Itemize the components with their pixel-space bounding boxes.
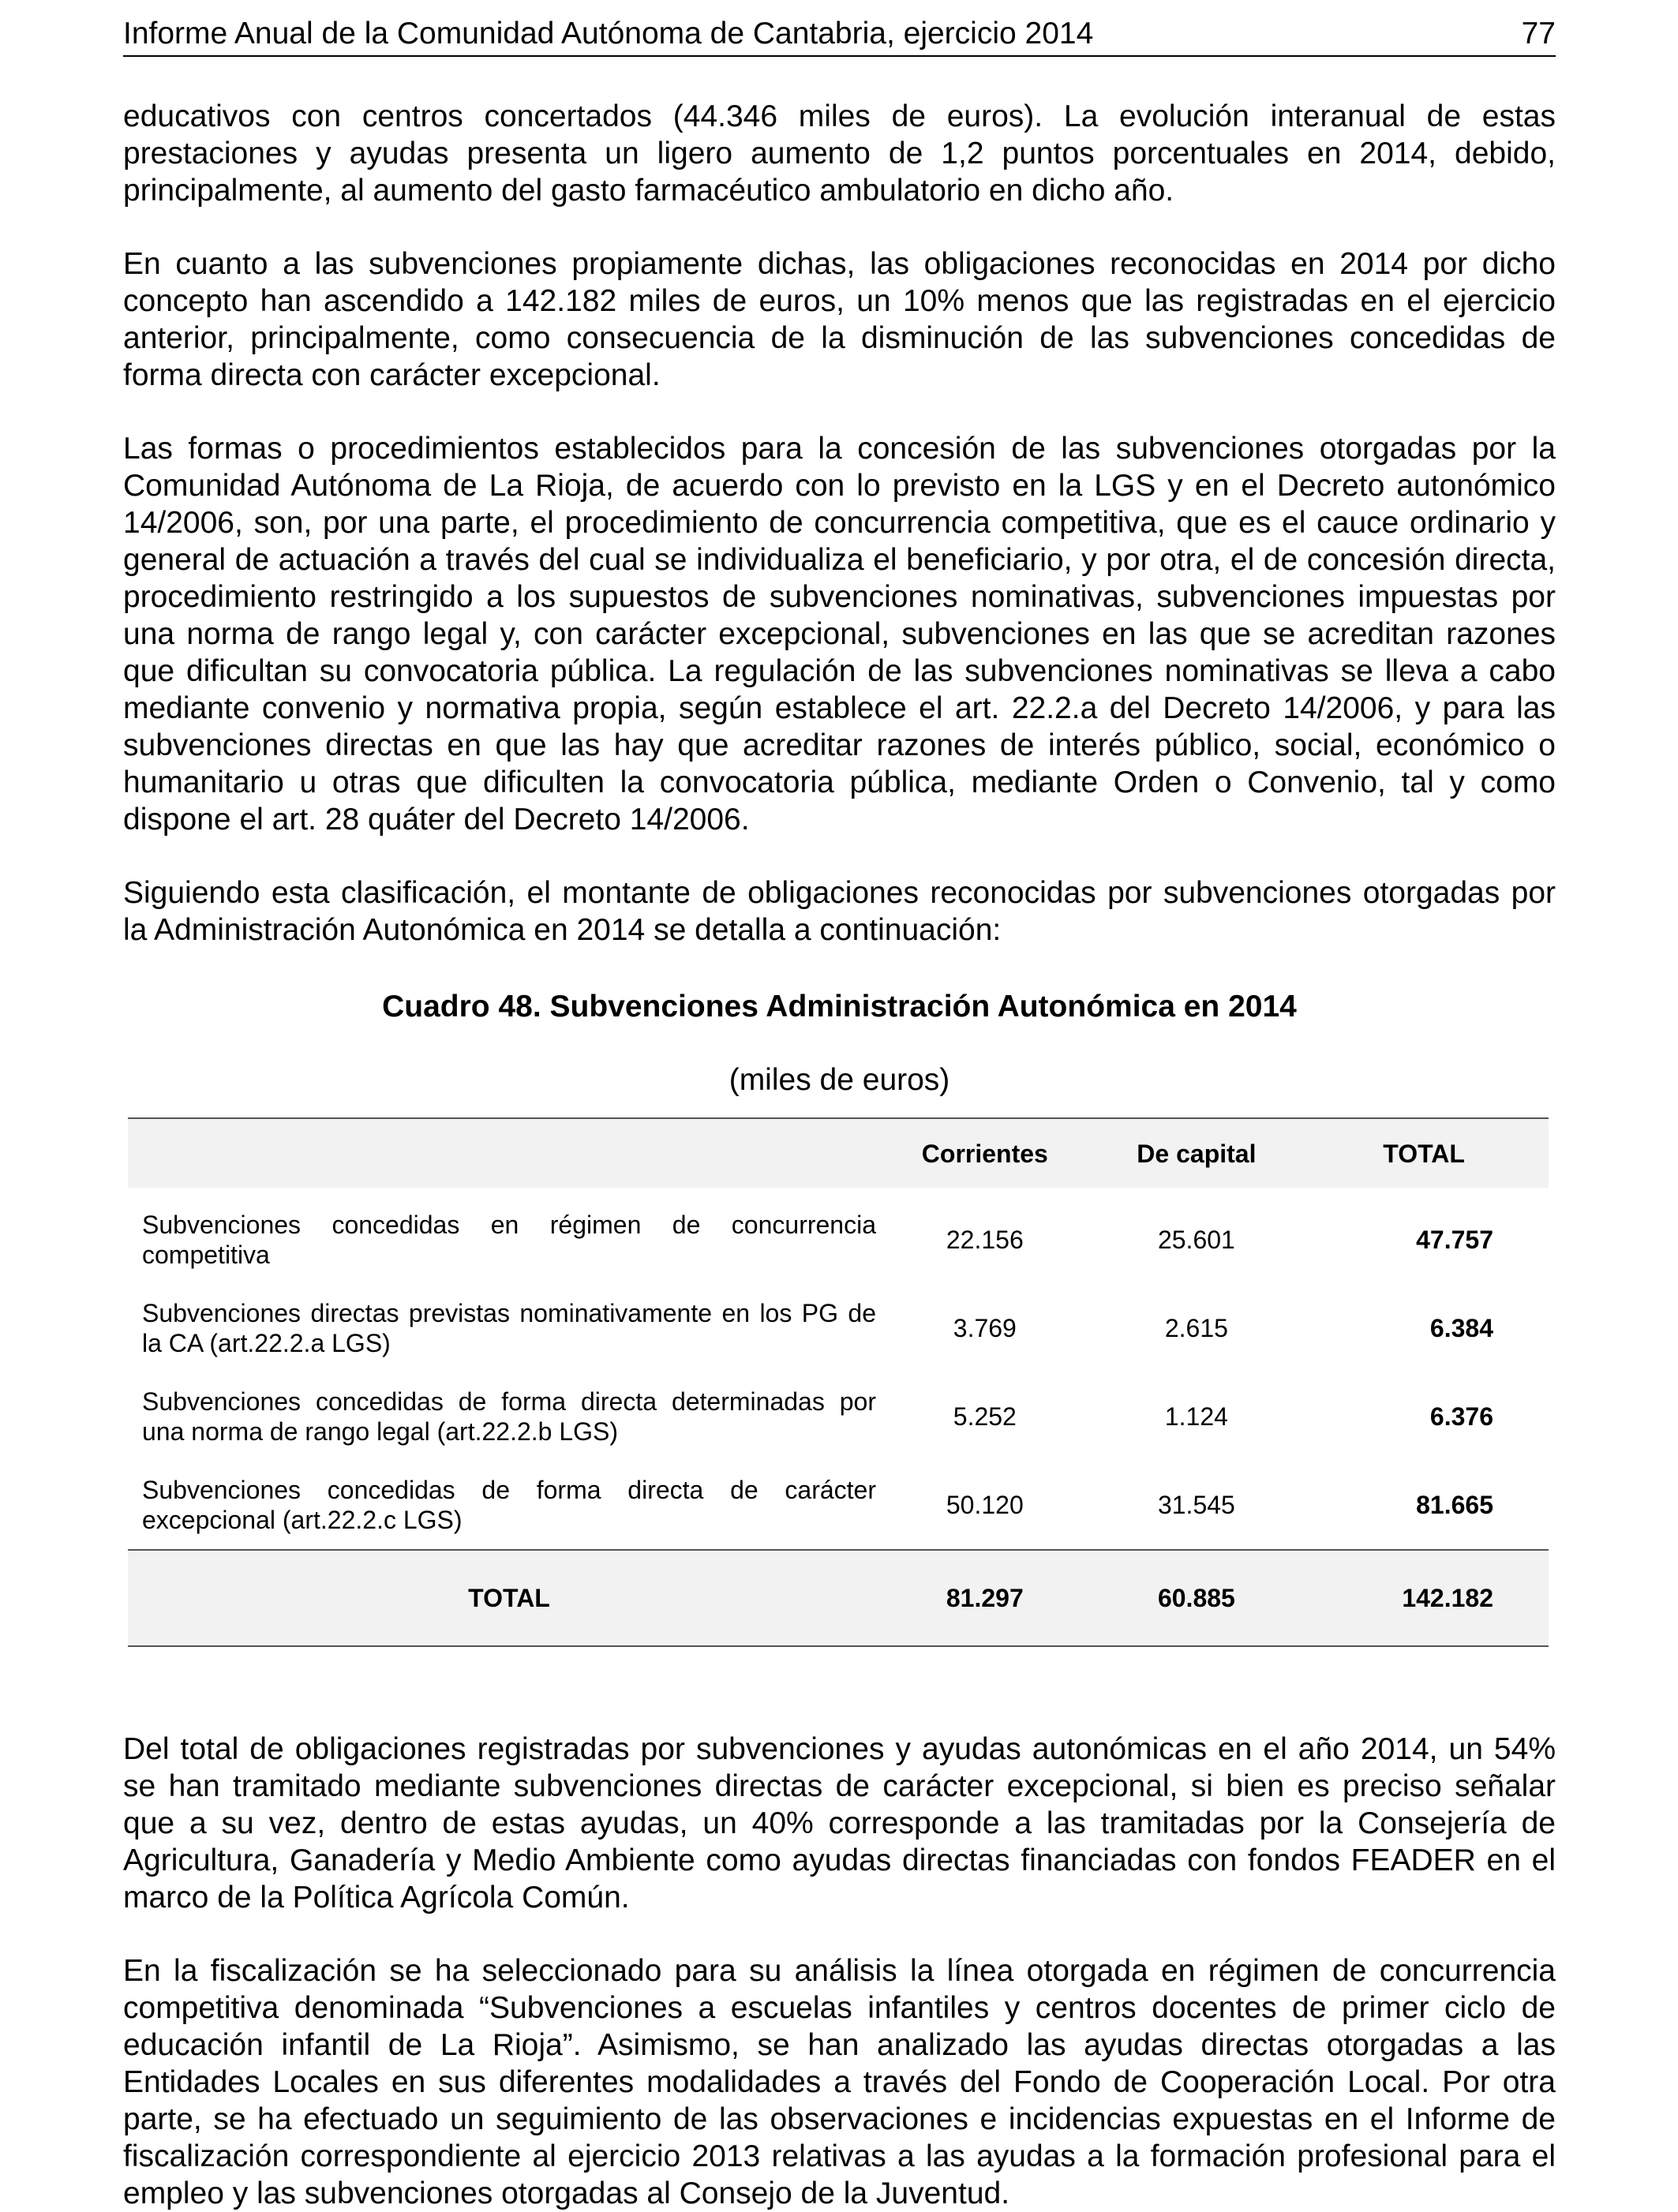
row-label: Subvenciones concedidas en régimen de concurrencia competitiva — [142, 1211, 876, 1269]
row-label: Subvenciones directas previstas nominativamente en los PG de la CA (art.22.2.a LGS) — [142, 1299, 876, 1357]
total-capital: 60.885 — [1094, 1550, 1300, 1646]
cell-total: 6.384 — [1429, 1314, 1493, 1342]
paragraph-2: En cuanto a las subvenciones propiamente dichas, las obligaciones reconocidas en 2014 por dicho concepto han ascendido a 142.182 miles de euros, un 10% menos que las registradas en el ejercicio anterior, principalmente, como consecuencia de la disminución de las subvenciones concedidas de forma directa con carácter excepcional. — [123, 247, 1556, 392]
column-header-label — [128, 1118, 876, 1188]
cell-capital: 2.615 — [1164, 1314, 1228, 1342]
column-header-total: TOTAL — [1299, 1118, 1549, 1188]
table-row — [128, 1196, 1549, 1284]
paragraph-4: Siguiendo esta clasificación, el montante de obligaciones reconocidas por subvenciones otorgadas por la Administración Autonómica en 2014 se detalla a continuación: — [123, 876, 1556, 947]
total-total: 142.182 — [1299, 1550, 1549, 1646]
column-header-capital: De capital — [1094, 1118, 1300, 1188]
cell-total: 6.376 — [1429, 1402, 1493, 1431]
table-caption: Cuadro 48. Subvenciones Administración Autonómica en 2014 — [382, 990, 1297, 1024]
cell-corrientes: 50.120 — [946, 1491, 1024, 1519]
table-row — [128, 1284, 1549, 1372]
row-label: Subvenciones concedidas de forma directa de carácter excepcional (art.22.2.c LGS) — [142, 1476, 876, 1534]
cell-corrientes: 5.252 — [953, 1402, 1017, 1431]
cell-capital: 1.124 — [1164, 1402, 1228, 1431]
total-label: TOTAL — [128, 1550, 876, 1646]
column-header-corrientes: Corrientes — [876, 1118, 1094, 1188]
page-number: 77 — [1521, 17, 1556, 51]
paragraph-5: Del total de obligaciones registradas por subvenciones y ayudas autonómicas en el año 2014, un 54% se han tramitado mediante subvenciones directas de carácter excepcional, si bien es preciso señalar que a su vez, dentro de estas ayudas, un 40% corresponde a las tramitadas por la Consejería de Agricultura, Ganadería y Medio Ambiente como ayudas directas financiadas con fondos FEADER en el marco de la Política Agrícola Común. — [123, 1732, 1556, 1914]
table-total-row — [128, 1550, 1549, 1646]
page-header — [123, 14, 1556, 57]
paragraph-3: Las formas o procedimientos establecidos para la concesión de las subvenciones otorgadas por la Comunidad Autónoma de La Rioja, de acuerdo con lo previsto en la LGS y en el Decreto autonómico 14/2006, son, por una parte, el procedimiento de concurrencia competitiva, que es el cauce ordinario y general de actuación a través del cual se individualiza el beneficiario, y por otra, el de concesión directa, procedimiento restringido a los supuestos de subvenciones nominativas, subvenciones impuestas por una norma de rango legal y, con carácter excepcional, subvenciones en las que se acreditan razones que dificultan su convocatoria pública. La regulación de las subvenciones nominativas se lleva a cabo mediante convenio y normativa propia, según establece el art. 22.2.a del Decreto 14/2006, y para las subvenciones directas en que las hay que acreditar razones de interés público, social, económico o humanitario u otras que dificulten la convocatoria pública, mediante Orden o Convenio, tal y como dispone el art. 28 quáter del Decreto 14/2006. — [123, 432, 1556, 837]
paragraph-6: En la fiscalización se ha seleccionado para su análisis la línea otorgada en régimen de concurrencia competitiva denominada “Subvenciones a escuelas infantiles y centros docentes de primer ciclo de educación infantil de La Rioja”. Asimismo, se han analizado las ayudas directas otorgadas a las Entidades Locales en sus diferentes modalidades a través del Fondo de Cooperación Local. Por otra parte, se ha efectuado un seguimiento de las observaciones e incidencias expuestas en el Informe de fiscalización correspondiente al ejercicio 2013 relativas a las ayudas a la formación profesional para el empleo y las subvenciones otorgadas al Consejo de la Juventud. — [123, 1954, 1556, 2210]
cell-corrientes: 3.769 — [953, 1314, 1017, 1342]
header-title: Informe Anual de la Comunidad Autónoma de Cantabria, ejercicio 2014 — [123, 17, 1094, 51]
subsidies-table — [128, 1117, 1549, 1647]
cell-total: 81.665 — [1416, 1491, 1493, 1519]
table-row — [128, 1372, 1549, 1461]
table-header-row — [128, 1118, 1549, 1188]
cell-corrientes: 22.156 — [946, 1226, 1024, 1254]
total-corrientes: 81.297 — [876, 1550, 1094, 1646]
table-row — [128, 1461, 1549, 1550]
cell-capital: 25.601 — [1157, 1226, 1235, 1254]
document-body — [123, 98, 1556, 2212]
cell-capital: 31.545 — [1157, 1491, 1235, 1519]
paragraph-1: educativos con centros concertados (44.346 miles de euros). La evolución interanual de estas prestaciones y ayudas presenta un ligero aumento de 1,2 puntos porcentuales en 2014, debido, principalmente, al aumento del gasto farmacéutico ambulatorio en dicho año. — [123, 99, 1556, 208]
cell-total: 47.757 — [1416, 1226, 1493, 1254]
table-units: (miles de euros) — [729, 1063, 950, 1097]
row-label: Subvenciones concedidas de forma directa determinadas por una norma de rango legal (art.22.2.b LGS) — [142, 1387, 876, 1446]
